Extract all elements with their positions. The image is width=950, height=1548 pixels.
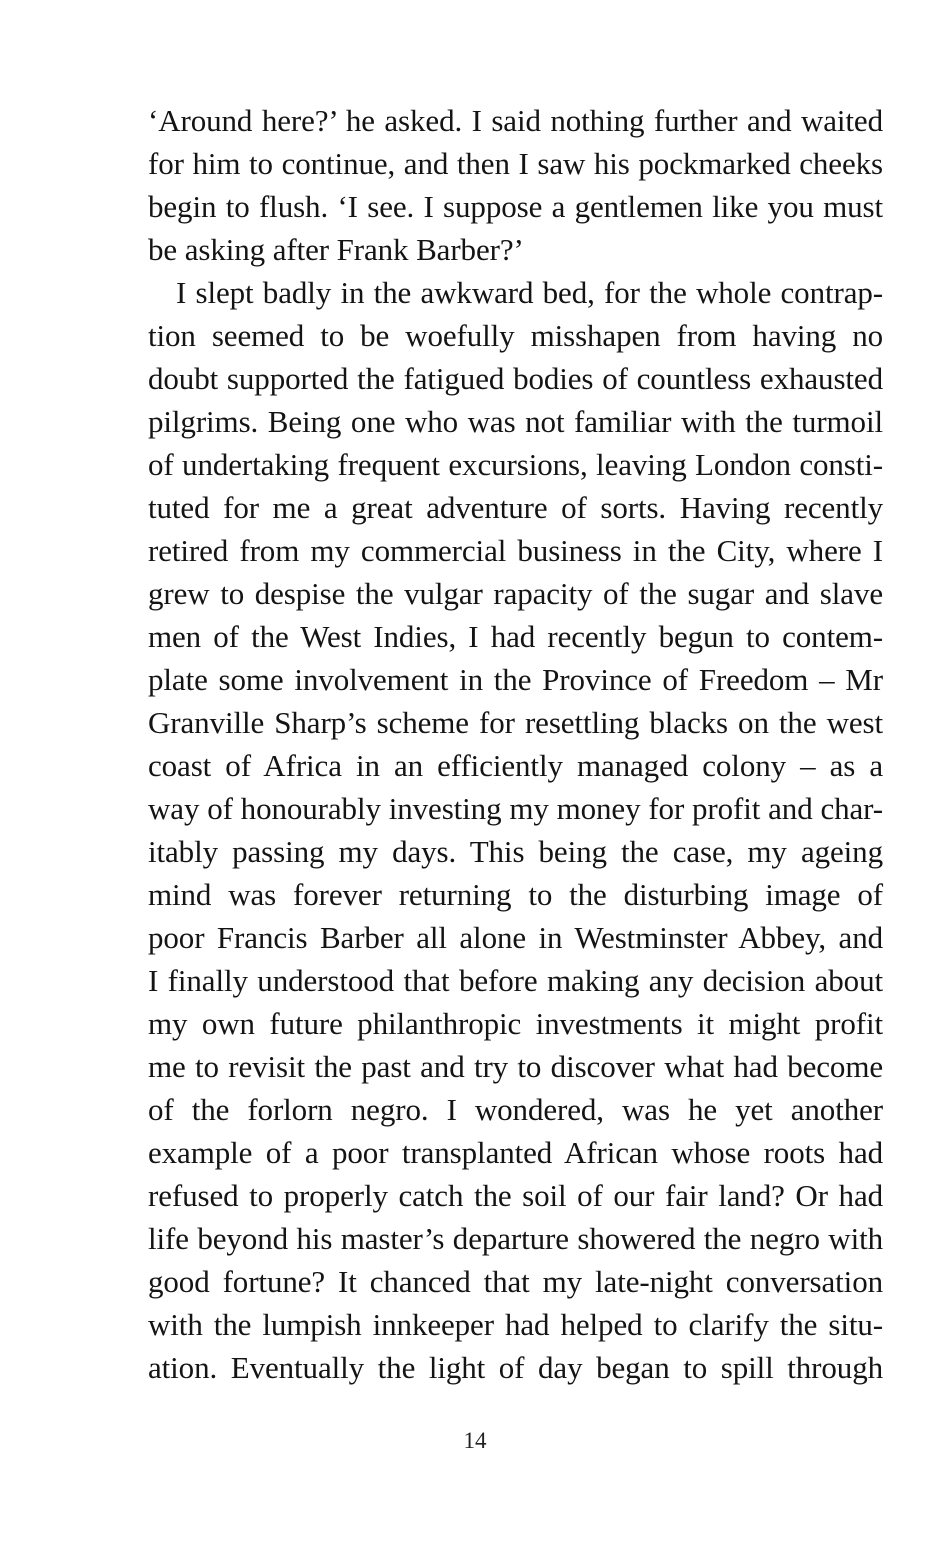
paragraph [148,99,883,271]
text-line: ‘Around here?’ he asked. I said nothing further and waited [148,103,883,138]
text-line: with the lumpish innkeeper had helped to clarify the situ- [148,1307,883,1342]
text-line: for him to continue, and then I saw his pockmarked cheeks [148,146,883,181]
page-number: 14 [463,1428,487,1453]
text-line: grew to despise the vulgar rapacity of the sugar and slave [148,576,883,611]
text-line: pilgrims. Being one who was not familiar with the turmoil [148,404,883,439]
text-line: itably passing my days. This being the case, my ageing [148,834,883,869]
text-line: begin to flush. ‘I see. I suppose a gentlemen like you must [148,189,883,224]
text-line: of the forlorn negro. I wondered, was he yet another [148,1092,883,1127]
text-line: coast of Africa in an efficiently managed colony – as a [148,748,883,783]
text-line: refused to properly catch the soil of our fair land? Or had [148,1178,883,1213]
body-text [148,99,883,1389]
text-line: me to revisit the past and try to discover what had become [148,1049,883,1084]
text-line: my own future philanthropic investments it might profit [148,1006,883,1041]
text-line: way of honourably investing my money for profit and char- [148,791,883,826]
text-line: tuted for me a great adventure of sorts. Having recently [148,490,883,525]
text-line: example of a poor transplanted African whose roots had [148,1135,883,1170]
text-line: mind was forever returning to the disturbing image of [148,877,883,912]
text-line: life beyond his master’s departure showered the negro with [148,1221,883,1256]
text-line: retired from my commercial business in the City, where I [148,533,883,568]
text-line: I finally understood that before making any decision about [148,963,883,998]
text-line: of undertaking frequent excursions, leaving London consti- [148,447,883,482]
text-line: men of the West Indies, I had recently begun to contem- [148,619,883,654]
text-line: plate some involvement in the Province of Freedom – Mr [148,662,883,697]
text-line: be asking after Frank Barber?’ [148,232,524,267]
text-line: I slept badly in the awkward bed, for the whole contrap- [176,275,883,310]
text-line: good fortune? It chanced that my late-night conversation [148,1264,883,1299]
paragraph [148,271,883,1389]
text-line: doubt supported the fatigued bodies of countless exhausted [148,361,883,396]
text-line: Granville Sharp’s scheme for resettling blacks on the west [148,705,883,740]
text-line: ation. Eventually the light of day began to spill through [148,1350,883,1385]
text-line: tion seemed to be woefully misshapen from having no [148,318,883,353]
text-line: poor Francis Barber all alone in Westminster Abbey, and [148,920,883,955]
